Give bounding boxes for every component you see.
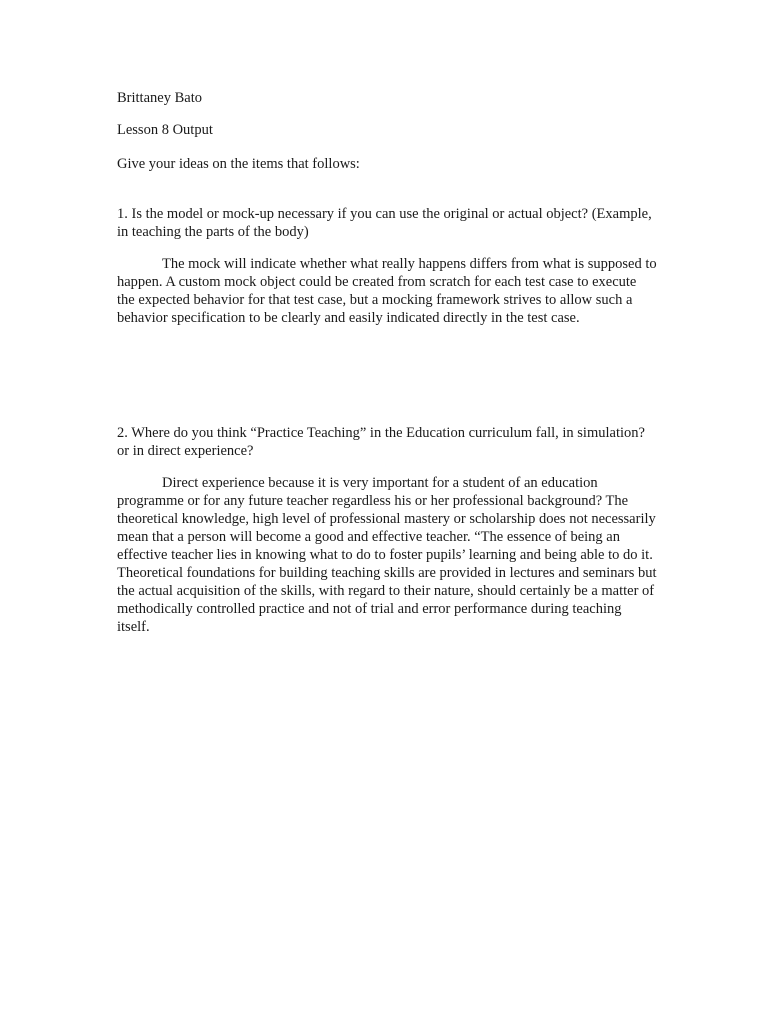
- lesson-title: Lesson 8 Output: [117, 122, 213, 138]
- question-1: 1. Is the model or mock-up necessary if you can use the original or actual object? (Example, in teaching the parts of the body): [117, 206, 652, 240]
- question-2: 2. Where do you think “Practice Teaching” in the Education curriculum fall, in simulation? or in direct experience?: [117, 425, 645, 459]
- answer-1: The mock will indicate whether what really happens differs from what is supposed to happen. A custom mock object could be created from scratch for each test case to execute the expected behavior for that test case, but a mocking framework strives to allow such a behavior specification to be clearly and easily indicated directly in the test case.: [117, 256, 657, 326]
- answer-2: Direct experience because it is very important for a student of an education programme or for any future teacher regardless his or her professional background? The theoretical knowledge, high level of professional mastery or scholarship does not necessarily mean that a person will become a good and effective teacher. “The essence of being an effective teacher lies in knowing what to do to foster pupils’ learning and being able to do it. Theoretical foundations for building teaching skills are provided in lectures and seminars but the actual acquisition of the skills, with regard to their nature, should certainly be a matter of methodically controlled practice and not of trial and error performance during teaching itself.: [117, 475, 657, 635]
- author-name: Brittaney Bato: [117, 90, 202, 106]
- instruction-text: Give your ideas on the items that follows:: [117, 156, 360, 172]
